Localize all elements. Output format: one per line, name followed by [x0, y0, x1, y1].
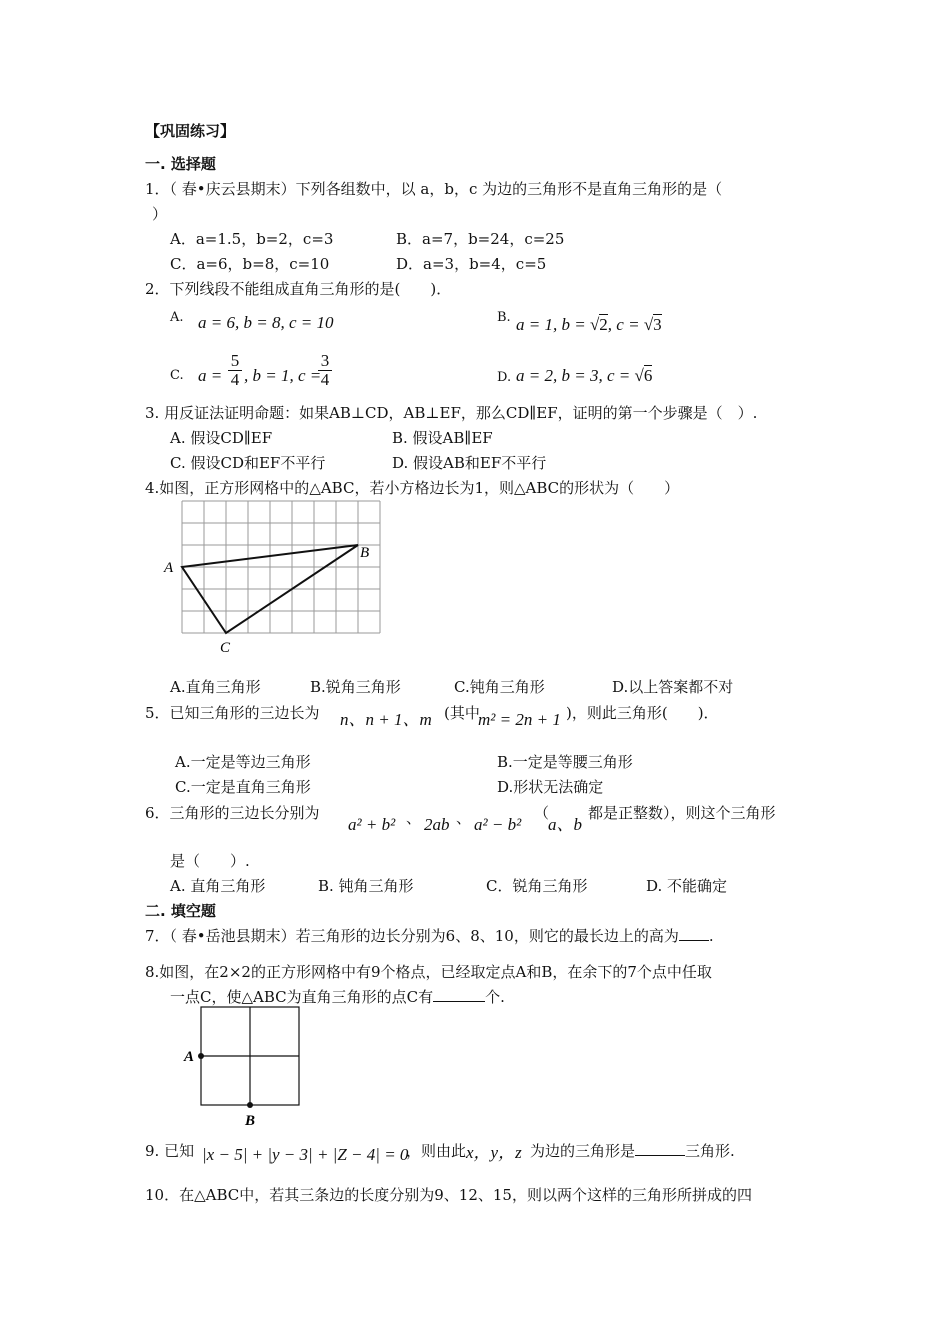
q4-option-d: D.以上答案都不对 [612, 678, 734, 696]
q5-stem-pre: 5．已知三角形的三边长为 [145, 704, 320, 722]
q8-stem-cont: 一点C，使△ABC为直角三角形的点C有 个. [170, 988, 505, 1006]
q3-option-c: C. 假设CD和EF不平行 [170, 454, 326, 472]
q6-stem-pre: 6．三角形的三边长分别为 [145, 804, 320, 822]
q1-option-a: A．a=1.5，b=2，c=3 [170, 230, 334, 248]
q9-answer-blank[interactable] [635, 1141, 685, 1156]
q9-equation-math: |x − 5| + |y − 3| + |Z − 4| = 0 [202, 1145, 409, 1164]
q6-side3-math: a² − b² [474, 815, 522, 834]
q10-stem: 10．在△ABC中，若其三条边的长度分别为9、12、15，则以两个这样的三角形所拼成的四 [145, 1186, 752, 1204]
q1-stem: 1．（ 春•庆云县期末）下列各组数中，以 a，b，c 为边的三角形不是直角三角形的是（ [145, 180, 723, 198]
q8-grid-figure [180, 1002, 310, 1130]
q8-stem: 8.如图，在2×2的正方形网格中有9个格点，已经取定点A和B，在余下的7个点中任取 [145, 963, 712, 981]
q2-option-a-math: a = 6, b = 8, c = 10 [198, 313, 334, 332]
q2-stem: 2．下列线段不能组成直角三角形的是( )． [145, 280, 452, 298]
q9-stem-post: 为边的三角形是 三角形. [530, 1142, 735, 1160]
q9-stem-pre: 9. 已知 [145, 1142, 195, 1160]
q2-option-d-math: a = 2, b = 3, c = √6 [516, 366, 653, 385]
q8-label-b: B [245, 1113, 256, 1129]
q6-vars-math: a、b [548, 815, 582, 834]
q2-option-c-mid: , b = 1, c = [244, 366, 322, 385]
q9-vars-math: x，y，z [466, 1143, 522, 1162]
q8-point-a [198, 1053, 204, 1059]
q3-option-a: A. 假设CD∥EF [170, 429, 273, 447]
q4-grid-figure [160, 496, 390, 658]
q2-option-c-frac2: 3 4 [318, 352, 332, 389]
q2-option-b-math: a = 1, b = √2, c = √3 [516, 315, 662, 334]
q4-option-b: B.锐角三角形 [310, 678, 401, 696]
q4-option-c: C.钝角三角形 [454, 678, 545, 696]
q9-stem-mid: ，则由此 [406, 1142, 467, 1160]
q1-option-c: C．a=6，b=8，c=10 [170, 255, 330, 273]
q3-option-b: B. 假设AB∥EF [392, 429, 493, 447]
part2-heading: 二. 填空题 [145, 902, 216, 920]
q7-answer-blank[interactable] [679, 926, 709, 941]
q6-option-d: D. 不能确定 [646, 877, 728, 895]
q8-label-a: A [184, 1049, 195, 1065]
q8-answer-blank[interactable] [433, 987, 485, 1002]
part1-heading: 一. 选择题 [145, 155, 216, 173]
q2-option-b-label: B. [497, 310, 511, 325]
q8-point-b [247, 1102, 253, 1108]
q5-sides-math: n、n + 1、m [340, 710, 432, 729]
q5-stem-post: )，则此三角形( )． [566, 704, 719, 722]
section-title: 【巩固练习】 [145, 122, 236, 140]
q5-stem-mid: (其中 [444, 704, 480, 722]
q6-stem-end: 是（ ）. [170, 852, 250, 870]
q2-option-a-label: A. [170, 310, 184, 325]
q6-stem-mid: （ [534, 804, 550, 822]
q6-option-a: A. 直角三角形 [170, 877, 266, 895]
q6-sep1: 、 [406, 809, 422, 827]
q6-option-b: B. 钝角三角形 [318, 877, 414, 895]
q4-label-c: C [220, 640, 231, 656]
q2-option-c-label: C. [170, 368, 184, 383]
q4-label-b: B [360, 545, 370, 561]
q2-option-d-label: D. [497, 370, 512, 385]
q6-side2-math: 2ab [424, 815, 450, 834]
q3-stem: 3. 用反证法证明命题：如果AB⊥CD，AB⊥EF，那么CD∥EF，证明的第一个步骤是（ ）. [145, 404, 758, 422]
q7-stem: 7．（ 春•岳池县期末）若三角形的边长分别为6、8、10，则它的最长边上的高为 . [145, 927, 714, 945]
q2-option-c-a: a = [198, 366, 223, 385]
q1-option-b: B．a=7，b=24，c=25 [396, 230, 565, 248]
q5-option-d: D.形状无法确定 [497, 778, 604, 796]
q5-option-a: A.一定是等边三角形 [175, 753, 311, 771]
q5-condition-math: m² = 2n + 1 [478, 710, 561, 729]
q3-option-d: D. 假设AB和EF不平行 [392, 454, 547, 472]
q4-option-a: A.直角三角形 [170, 678, 261, 696]
q6-sep2: 、 [456, 809, 472, 827]
q6-option-c: C．锐角三角形 [486, 877, 588, 895]
q5-option-c: C.一定是直角三角形 [175, 778, 311, 796]
q6-side1-math: a² + b² [348, 815, 396, 834]
q4-label-a: A [164, 560, 174, 576]
q4-stem: 4.如图，正方形网格中的△ABC，若小方格边长为1，则△ABC的形状为（ ） [145, 479, 680, 497]
q2-option-c-frac1: 5 4 [228, 352, 242, 389]
q6-stem-post: 都是正整数），则这个三角形 [588, 804, 776, 822]
q1-stem-end: ） [152, 205, 168, 223]
q5-option-b: B.一定是等腰三角形 [497, 753, 633, 771]
q1-option-d: D．a=3，b=4，c=5 [396, 255, 547, 273]
